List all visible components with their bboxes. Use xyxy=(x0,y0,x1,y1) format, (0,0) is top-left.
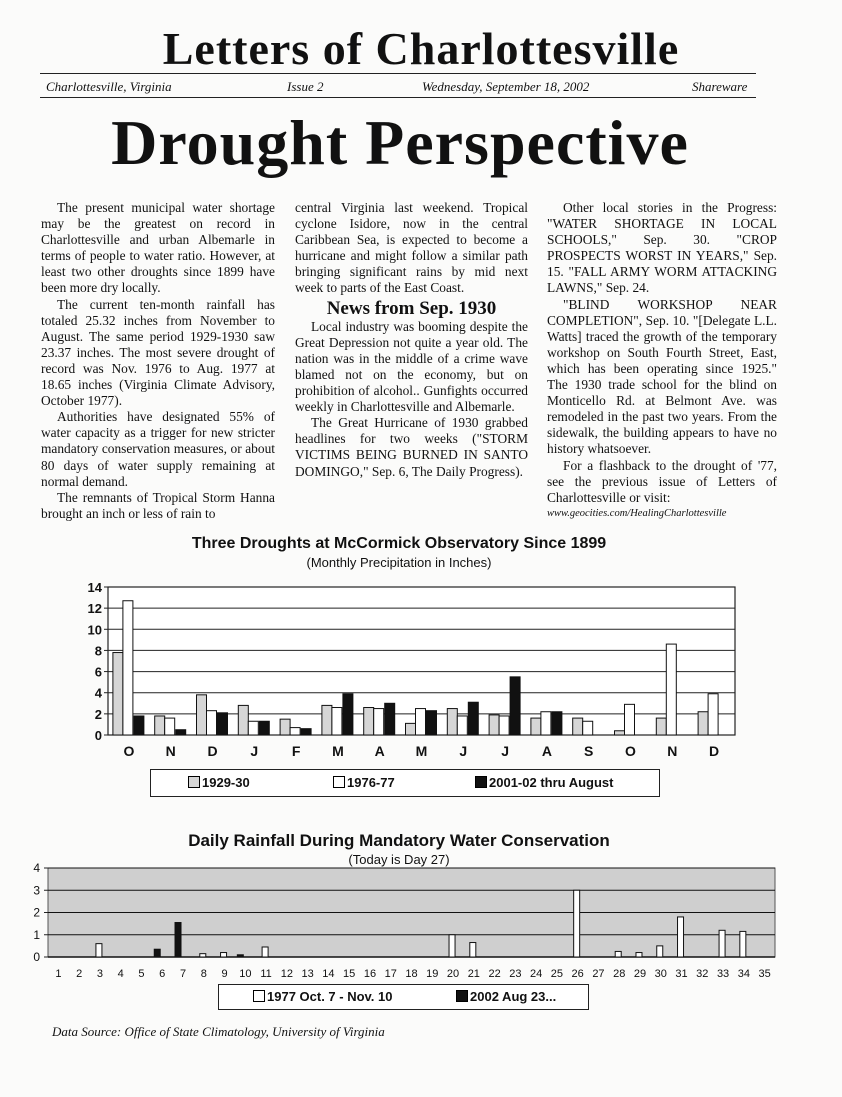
x-tick-label: 9 xyxy=(221,968,228,980)
x-tick-label: 18 xyxy=(405,968,418,980)
bar xyxy=(447,709,457,735)
y-tick-label: 0 xyxy=(33,950,40,964)
y-tick-label: 4 xyxy=(94,685,102,701)
x-tick-label: 32 xyxy=(696,968,709,980)
data-source: Data Source: Office of State Climatology, University of Virginia xyxy=(52,1024,385,1039)
x-tick-label: 23 xyxy=(509,968,522,980)
y-tick-label: 0 xyxy=(94,728,102,743)
y-tick-label: 8 xyxy=(94,643,102,659)
headline: Drought Perspective xyxy=(111,107,689,178)
x-tick-label: 28 xyxy=(613,968,626,980)
x-tick-label: M xyxy=(332,743,344,759)
website-link[interactable]: www.geocities.com/HealingCharlottesville xyxy=(547,507,727,519)
bar xyxy=(238,705,248,735)
x-tick-label: 20 xyxy=(446,968,460,980)
x-tick-label: N xyxy=(667,743,678,759)
x-tick-label: F xyxy=(291,743,301,759)
paragraph: central Virginia last weekend. Tropical cyclone Isidore, now in the central Caribbean Sea, is expected to become a hurricane and might follow a similar path bringing significant rains by mid next week to parts of the East Coast. xyxy=(295,200,528,296)
y-tick-label: 10 xyxy=(87,622,102,638)
x-tick-label: 15 xyxy=(343,968,356,980)
bar xyxy=(552,712,562,735)
bar xyxy=(301,729,311,735)
bar xyxy=(574,890,580,957)
paragraph: Other local stories in the Progress: "WATER SHORTAGE IN LOCAL SCHOOLS," Sep. 30. "CROP PROSPECTS WORST IN YEARS," Sep. 15. "FALL ARMY WORM ATTACKING LAWNS," Sep. 24. xyxy=(547,200,777,296)
x-tick-label: A xyxy=(374,743,385,759)
location-text: Charlottesville, Virginia xyxy=(46,79,172,94)
bar xyxy=(280,719,290,735)
x-tick-label: 6 xyxy=(159,968,166,980)
bar xyxy=(583,721,593,735)
bar xyxy=(531,718,541,735)
bar xyxy=(175,923,181,957)
bar xyxy=(489,715,499,735)
x-tick-label: 33 xyxy=(716,968,730,980)
bar xyxy=(176,730,186,735)
bar xyxy=(406,723,416,735)
bar xyxy=(470,943,476,957)
x-tick-label: 29 xyxy=(633,968,647,980)
bar xyxy=(332,708,342,735)
bar xyxy=(165,718,175,735)
x-tick-label: 14 xyxy=(322,968,335,980)
bar xyxy=(678,917,684,957)
y-tick-label: 4 xyxy=(33,861,40,875)
x-tick-label: 12 xyxy=(280,968,293,980)
bar xyxy=(499,716,509,735)
bar xyxy=(262,947,268,957)
x-tick-label: 22 xyxy=(488,968,501,980)
legend-label: 1977 Oct. 7 - Nov. 10 xyxy=(267,989,393,1004)
bar xyxy=(96,944,102,957)
x-tick-label: 31 xyxy=(675,968,688,980)
chart1-subtitle: (Monthly Precipitation in Inches) xyxy=(306,555,492,570)
bar xyxy=(113,653,123,735)
price-text: Shareware xyxy=(692,79,748,94)
paragraph: The current ten-month rainfall has totaled 25.32 inches from November to August. The same period 1929-1930 saw 23.37 inches. The most severe drought of record was Nov. 1976 to Aug. 1977 at 18.65 inches (Virginia Climate Advisory, October 1977). xyxy=(41,296,275,409)
x-tick-label: A xyxy=(541,743,552,759)
x-tick-label: 4 xyxy=(117,968,124,980)
legend-label: 1976-77 xyxy=(347,775,395,790)
bar xyxy=(237,955,243,957)
x-tick-label: J xyxy=(501,743,509,759)
bar xyxy=(449,935,455,957)
bar xyxy=(154,949,160,957)
bar xyxy=(698,712,708,735)
legend-label: 2002 Aug 23... xyxy=(470,989,557,1004)
paragraph: Authorities have designated 55% of water capacity as a trigger for new stricter mandatory conservation measures, or about 80 days of water supply remaining at normal demand. xyxy=(41,409,275,489)
x-tick-label: O xyxy=(625,743,636,759)
bar xyxy=(248,721,258,735)
x-tick-label: S xyxy=(584,743,594,759)
bar xyxy=(207,711,217,735)
bar xyxy=(259,721,269,735)
chart2-subtitle: (Today is Day 27) xyxy=(348,852,450,867)
bar xyxy=(573,718,583,735)
x-tick-label: 34 xyxy=(737,968,750,980)
bar xyxy=(657,946,663,957)
y-tick-label: 1 xyxy=(33,927,40,942)
x-tick-label: 10 xyxy=(239,968,252,980)
x-tick-label: 26 xyxy=(571,968,584,980)
bar xyxy=(468,702,478,735)
y-tick-label: 12 xyxy=(87,601,102,617)
newsletter-title: Letters of Charlottesville xyxy=(162,23,680,74)
bar xyxy=(416,709,426,735)
x-tick-label: O xyxy=(123,743,135,759)
bar xyxy=(343,694,353,735)
bar xyxy=(200,954,206,957)
x-tick-label: 7 xyxy=(179,968,187,980)
bar xyxy=(197,695,207,735)
x-tick-label: D xyxy=(207,743,218,759)
paragraph: Local industry was booming despite the Great Depression not quite a year old. The nation was in the middle of a crime wave blamed not on the economy, but on prohibition of alcohol.. Gunfights occurred weekly in Charlottesville and Albemarle. xyxy=(295,318,528,415)
paragraph: For a flashback to the drought of '77, see the previous issue of Letters of Charlottesville or visit: xyxy=(547,457,777,505)
legend-label: 1929-30 xyxy=(202,775,250,790)
x-tick-label: 35 xyxy=(758,968,771,980)
bar xyxy=(221,953,227,957)
bar xyxy=(625,704,635,735)
x-tick-label: 13 xyxy=(301,968,314,980)
x-tick-label: 16 xyxy=(363,968,377,980)
chart1-title: Three Droughts at McCormick Observatory Since 1899 xyxy=(191,535,607,552)
x-tick-label: 27 xyxy=(592,968,605,980)
bar xyxy=(364,708,374,735)
x-tick-label: 17 xyxy=(384,968,397,980)
bar xyxy=(155,716,165,735)
bar xyxy=(666,644,676,735)
paragraph: The remnants of Tropical Storm Hanna brought an inch or less of rain to xyxy=(41,489,275,521)
x-tick-label: 11 xyxy=(260,968,272,980)
bar xyxy=(636,953,642,957)
bar xyxy=(290,728,300,735)
bar xyxy=(123,601,133,735)
section-heading: News from Sep. 1930 xyxy=(326,297,497,319)
y-tick-label: 2 xyxy=(94,706,102,722)
issue-text: Issue 2 xyxy=(287,79,324,94)
x-tick-label: 1 xyxy=(55,968,62,980)
x-tick-label: 25 xyxy=(550,968,564,980)
x-tick-label: 3 xyxy=(96,968,103,980)
bar xyxy=(656,718,666,735)
y-tick-label: 6 xyxy=(94,664,102,680)
x-tick-label: 19 xyxy=(426,968,439,980)
bar xyxy=(615,951,621,957)
bar xyxy=(218,713,228,735)
x-tick-label: 5 xyxy=(138,968,145,980)
x-tick-label: J xyxy=(250,743,259,759)
y-tick-label: 14 xyxy=(87,580,102,595)
bar xyxy=(374,709,384,735)
paragraph: The Great Hurricane of 1930 grabbed headlines for two weeks ("STORM VICTIMS BEING BURNED IN SANTO DOMINGO," Sep. 6, The Daily Progress). xyxy=(295,415,528,479)
bar xyxy=(615,731,625,735)
x-tick-label: 2 xyxy=(76,968,83,980)
bar xyxy=(134,716,144,735)
bar xyxy=(510,677,520,735)
x-tick-label: 30 xyxy=(654,968,667,980)
x-tick-label: N xyxy=(165,743,176,759)
bar xyxy=(385,703,395,735)
chart2-title: Daily Rainfall During Mandatory Water Conservation xyxy=(188,831,610,850)
bar xyxy=(427,711,437,735)
paragraph: The present municipal water shortage may be the greatest on record in Charlottesville and urban Albemarle in terms of people to water ratio. However, at least two other droughts since 1899 have been more dry locally. xyxy=(41,200,275,296)
x-tick-label: 21 xyxy=(467,968,480,980)
bar xyxy=(708,694,718,735)
x-tick-label: 24 xyxy=(530,968,543,980)
legend-label: 2001-02 thru August xyxy=(489,775,614,790)
date-text: Wednesday, September 18, 2002 xyxy=(422,79,590,94)
y-tick-label: 2 xyxy=(33,905,40,920)
bar xyxy=(719,930,725,957)
x-tick-label: J xyxy=(459,743,468,759)
x-tick-label: D xyxy=(709,743,720,759)
paragraph: "BLIND WORKSHOP NEAR COMPLETION", Sep. 10. "[Delegate L.L. Watts] traced the growth of the temporary workshop on South Fourth Street, East, which has been operating since 1925." The 1930 trade school for the blind on Monticello Rd. at Belmont Ave. was remodeled in the past two years. From the sidewalk, the building appears to have no history whatsoever. xyxy=(547,296,777,457)
bar xyxy=(541,712,551,735)
x-tick-label: 8 xyxy=(200,968,207,980)
y-tick-label: 3 xyxy=(33,883,40,898)
bar xyxy=(457,716,467,735)
bar xyxy=(740,931,746,957)
bar xyxy=(322,705,332,735)
x-tick-label: M xyxy=(415,743,428,759)
